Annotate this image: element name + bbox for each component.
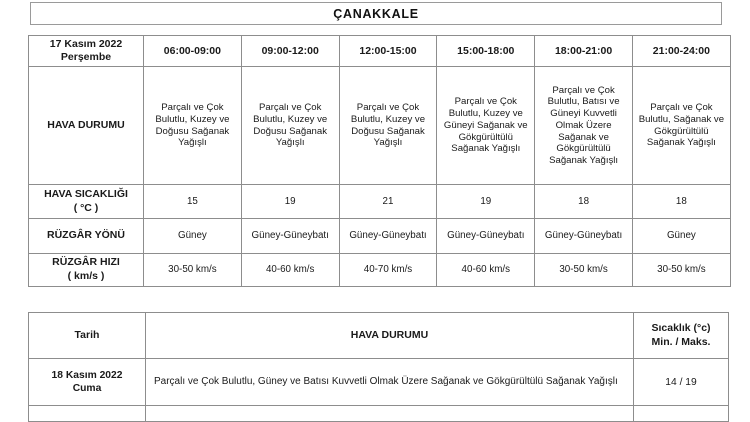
daily-date-cell [29, 359, 146, 406]
daily-condition-cell-clipped [146, 406, 634, 422]
wind-speed-row [29, 254, 731, 286]
wind-direction-cell-6: Güney [632, 219, 730, 254]
province-title-banner [30, 2, 722, 25]
row-label-condition: HAVA DURUMU [29, 67, 144, 185]
wind-speed-cell-3: 40-70 km/s [339, 254, 437, 286]
wind-speed-cell-5: 30-50 km/s [535, 254, 633, 286]
temperature-row [29, 185, 731, 219]
wind-direction-cell-2: Güney-Güneybatı [241, 219, 339, 254]
weather-condition-row [29, 67, 731, 185]
row-label-wind-speed [29, 254, 144, 286]
forecast-date-cell [29, 36, 144, 67]
time-slot-header-2: 09:00-12:00 [241, 36, 339, 67]
temperature-cell-5: 18 [535, 185, 633, 219]
temperature-cell-3: 21 [339, 185, 437, 219]
condition-cell-4: Parçalı ve Çok Bulutlu, Kuzey ve Güneyi Sağanak ve Gökgürültülü Sağanak Yağışlı [437, 67, 535, 185]
daily-temperature-cell: 14 / 19 [634, 359, 729, 406]
daily-header-temperature [634, 313, 729, 359]
daily-header-temperature-line1: Sıcaklık (°c) [651, 321, 711, 334]
row-label-temperature-line1: HAVA SICAKLIĞI [44, 188, 128, 201]
temperature-cell-6: 18 [632, 185, 730, 219]
forecast-date: 17 Kasım 2022 [49, 38, 123, 50]
wind-direction-cell-5: Güney-Güneybatı [535, 219, 633, 254]
condition-cell-3: Parçalı ve Çok Bulutlu, Kuzey ve Doğusu Sağanak Yağışlı [339, 67, 437, 185]
condition-cell-6: Parçalı ve Çok Bulutlu, Sağanak ve Gökgürültülü Sağanak Yağışlı [632, 67, 730, 185]
time-slot-header-1: 06:00-09:00 [144, 36, 242, 67]
condition-cell-1: Parçalı ve Çok Bulutlu, Kuzey ve Doğusu Sağanak Yağışlı [144, 67, 242, 185]
wind-direction-cell-3: Güney-Güneybatı [339, 219, 437, 254]
forecast-day: Perşembe [60, 51, 112, 64]
hourly-header-row [29, 36, 731, 67]
condition-cell-5: Parçalı ve Çok Bulutlu, Batısı ve Güneyi Kuvvetli Olmak Üzere Sağanak ve Gökgürültülü Sağanak Yağışlı [535, 67, 633, 185]
condition-cell-2: Parçalı ve Çok Bulutlu, Kuzey ve Doğusu Sağanak Yağışlı [241, 67, 339, 185]
daily-date-line2: Cuma [72, 383, 102, 394]
daily-date-cell-clipped [29, 406, 146, 422]
daily-date-line1: 18 Kasım 2022 [51, 369, 123, 381]
table-row-partial-clipped [29, 406, 729, 422]
wind-direction-cell-1: Güney [144, 219, 242, 254]
time-slot-header-6: 21:00-24:00 [632, 36, 730, 67]
daily-condition-cell: Parçalı ve Çok Bulutlu, Güney ve Batısı Kuvvetli Olmak Üzere Sağanak ve Gökgürültülü Sağanak Yağışlı [146, 359, 634, 406]
time-slot-header-5: 18:00-21:00 [535, 36, 633, 67]
daily-header-condition: HAVA DURUMU [146, 313, 634, 359]
hourly-forecast-table [28, 35, 731, 287]
row-label-wind-speed-line2: ( km/s ) [67, 269, 105, 282]
wind-speed-cell-6: 30-50 km/s [632, 254, 730, 286]
temperature-cell-2: 19 [241, 185, 339, 219]
daily-header-date: Tarih [29, 313, 146, 359]
wind-direction-row [29, 219, 731, 254]
temperature-cell-4: 19 [437, 185, 535, 219]
daily-header-row [29, 313, 729, 359]
daily-header-temperature-line2: Min. / Maks. [651, 335, 711, 348]
row-label-temperature-line2: ( °C ) [73, 201, 99, 214]
row-label-wind-speed-line1: RÜZGÂR HIZI [52, 256, 120, 269]
row-label-wind-direction: RÜZGÂR YÖNÜ [29, 219, 144, 254]
table-row [29, 359, 729, 406]
daily-outlook-table [28, 312, 729, 422]
wind-speed-cell-4: 40-60 km/s [437, 254, 535, 286]
time-slot-header-4: 15:00-18:00 [437, 36, 535, 67]
daily-temperature-cell-clipped [634, 406, 729, 422]
wind-direction-cell-4: Güney-Güneybatı [437, 219, 535, 254]
wind-speed-cell-2: 40-60 km/s [241, 254, 339, 286]
row-label-temperature [29, 185, 144, 219]
page-title: ÇANAKKALE [333, 6, 419, 21]
wind-speed-cell-1: 30-50 km/s [144, 254, 242, 286]
temperature-cell-1: 15 [144, 185, 242, 219]
time-slot-header-3: 12:00-15:00 [339, 36, 437, 67]
